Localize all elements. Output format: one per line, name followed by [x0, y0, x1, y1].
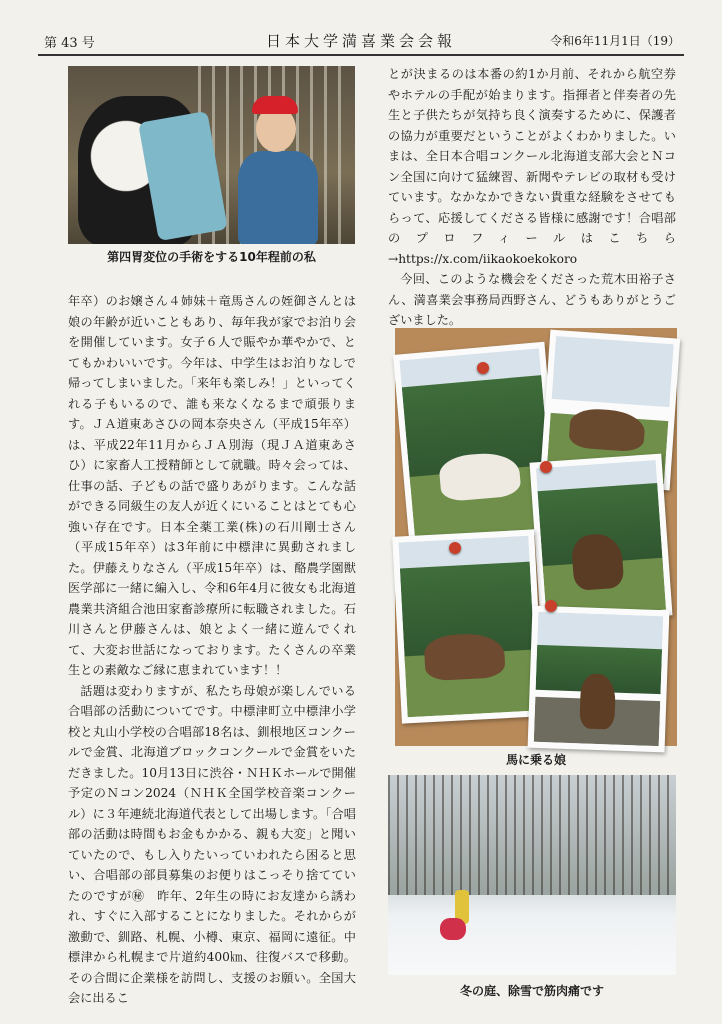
- left-paragraph-1: 年卒）のお嬢さん４姉妹＋竜馬さんの姪御さんとは娘の年齢が近いこともあり、毎年我が家でお泊り会を開催しています。女子６人で賑やか華やかで、とてもかわいいです。今年は、中学生はお泊りなしで帰ってしまいました。「来年も楽しみ！」といってくれる子もいるので、誰も来なくなるまで頑張ります。ＪＡ道東あさひの岡本奈央さん（平成15年卒）は、平成22年11月からＪＡ別海（現ＪＡ道東あさひ）に家畜人工授精師として就職。時々会っては、仕事の話、子どもの話で盛りあがります。こんな話ができる同級生の友人が近くにいることはとても心強い存在です。日本全薬工業(株)の石川剛士さん（平成15年卒）は3年前に中標津に異動されました。伊藤えりなさん（平成15年卒）は、酪農学園獣医学部に一緒に編入し、令和6年4月に彼女も北海道農業共済組合池田家畜診療所に転職されました。石川さんと伊藤さんは、娘とよく一緒に遊んでくれて、大変お世話になっております。たくさんの卒業生との素敵なご縁に恵まれています！！: [68, 294, 356, 677]
- stable-photo-caption: 第四胃変位の手術をする10年程前の私: [107, 250, 316, 264]
- right-paragraph-1: とが決まるのは本番の約1か月前、それから航空券やホテルの手配が始まります。指揮者と伴奏者の先生と子供たちが気持ち良く演奏するために、保護者の協力が重要だということがよくわかりました。いまは、全日本合唱コンクール北海道支部大会とＮコン全国に向けて猛練習、新聞やテレビの取材も受けています。なかなかできない貴重な経験をさせてもらって、応援してくださる皆様に感謝です！合唱部のプロフィールはこちら→https://x.com/iikaokoekokoro: [388, 67, 676, 266]
- collage-photo-5: [528, 606, 670, 753]
- right-paragraph-2: 今回、このような機会をくださった荒木田裕子さん、満喜業会事務局西野さん、どうもありがとうございました。: [388, 272, 676, 327]
- veterinarian-figure: [238, 151, 318, 244]
- horse-photo-caption: 馬に乗る娘: [505, 753, 566, 767]
- newsletter-title: 日本大学満喜業会会報: [265, 32, 456, 50]
- winter-garden-photo: [388, 775, 676, 975]
- collage-photo-4: [392, 529, 544, 723]
- right-column: [388, 64, 676, 327]
- issue-date: 令和6年11月1日（19）: [550, 34, 680, 48]
- child-figure-red: [440, 918, 466, 940]
- left-paragraph-2: 話題は変わりますが、私たち母娘が楽しんでいる合唱部の活動についてです。中標津町立中標津小学校と丸山小学校の合唱部18名は、釧根地区コンクールで金賞、北海道ブロックコンクールで金賞をいただきました。10月13日に渋谷・ＮＨＫホールで開催予定のＮコン2024（ＮＨＫ全国学校音楽コンクール）に３年連続北海道代表として出場します。「合唱部の活動は時間もお金もかかる、親も大変」と聞いていたので、もし入りたいっていわれたら困ると思い、合唱部の部員募集のお便りはこっそり捨てていたのですが㊙ 昨年、2年生の時にお友達から誘われ、すぐに入部することになりました。それからが激動で、釧路、札幌、小樽、東京、福岡に遠征。中標津から札幌まで片道約400㎞、往復バスで移動。その合間に企業様を訪問し、支援のお願い。全国大会に出るこ: [68, 683, 356, 1005]
- page-header: [38, 30, 684, 56]
- issue-number: 第 43 号: [44, 36, 95, 51]
- winter-photo-caption: 冬の庭、除雪で筋肉痛です: [459, 984, 604, 998]
- horse-photo-collage: [395, 328, 677, 746]
- collage-photo-3: [530, 454, 673, 625]
- stable-photo: [68, 66, 355, 244]
- left-column: [68, 291, 356, 1005]
